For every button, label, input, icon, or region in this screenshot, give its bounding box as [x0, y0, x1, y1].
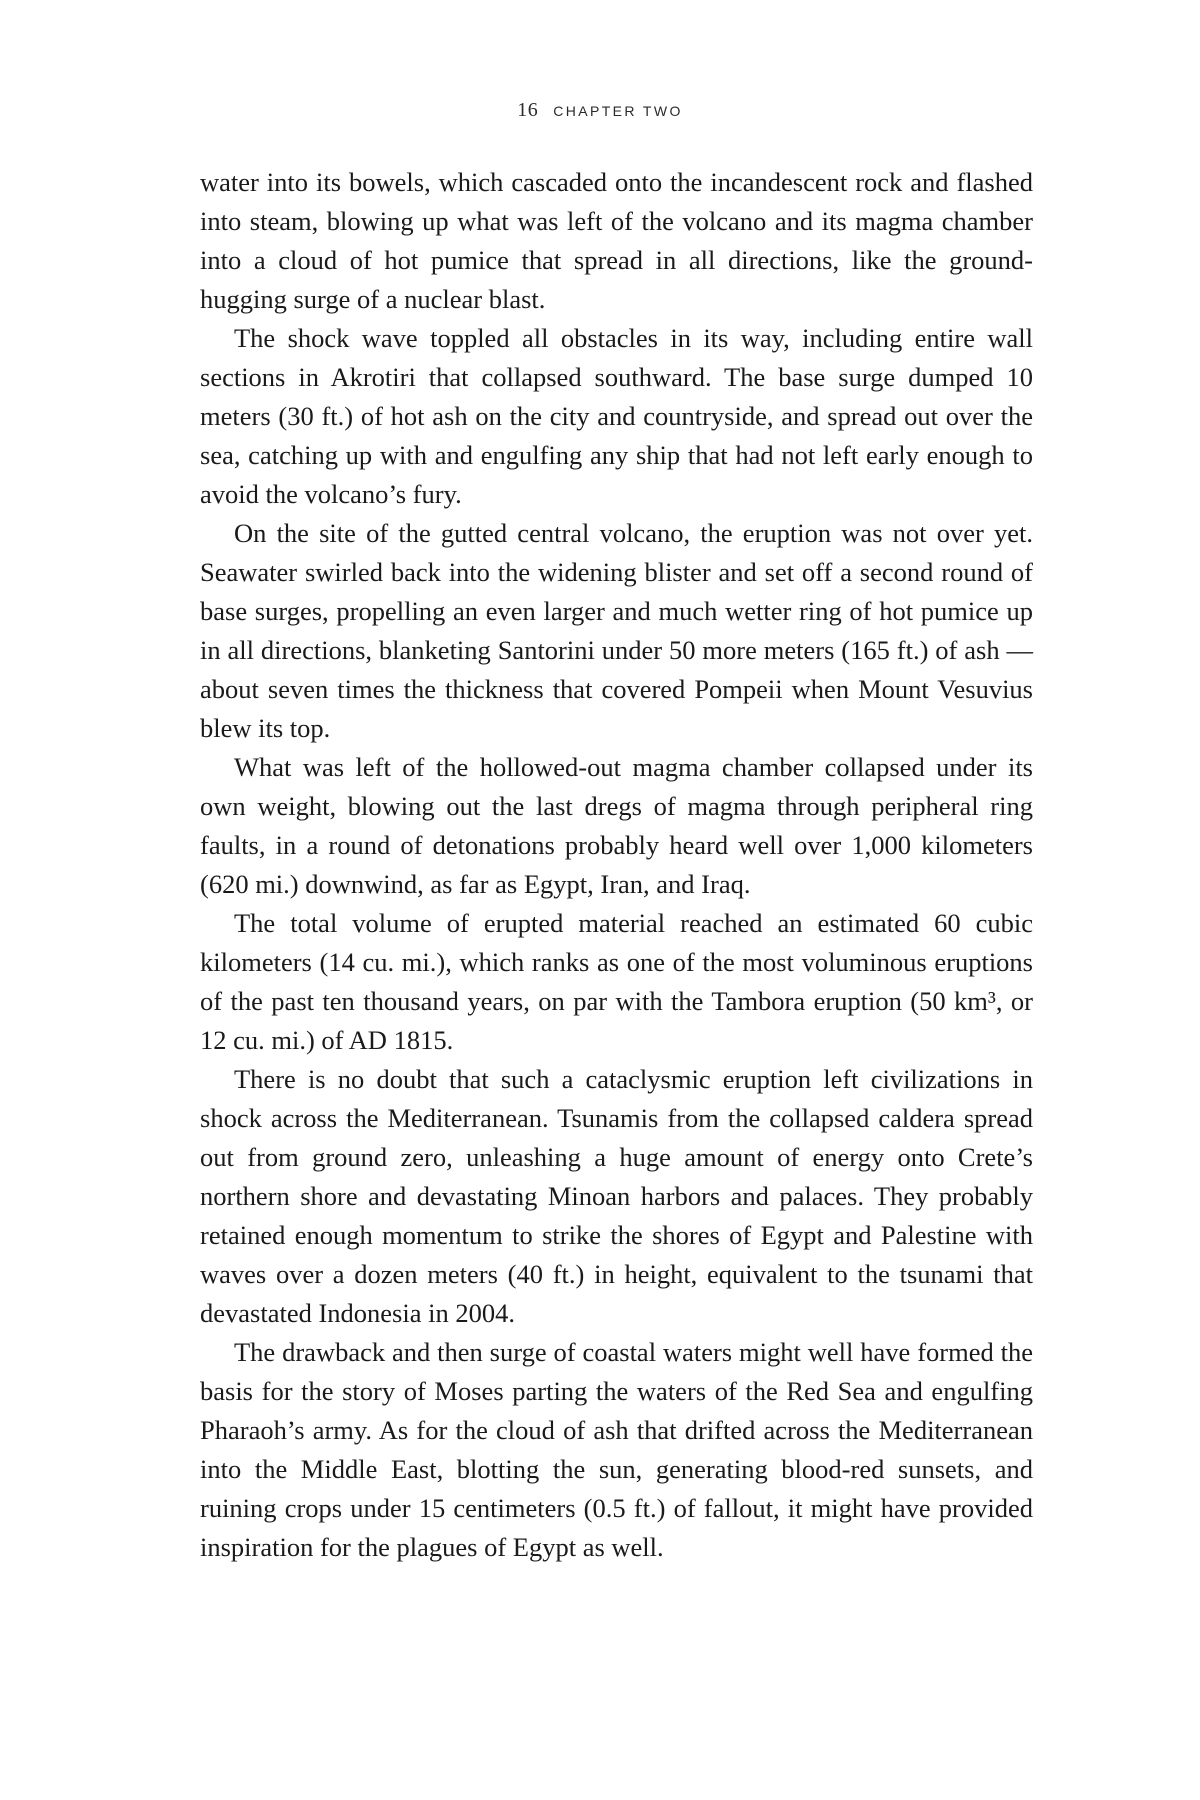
paragraph-5: The total volume of erupted material reached an estimated 60 cubic kilometers (14 cu. mi.), which ranks as one of the most voluminous eruptions of the past ten thousand years, on par with the Tambora eruption (50 km³, or 12 cu. mi.) of AD 1815.	[200, 908, 1033, 1055]
paragraph-7: The drawback and then surge of coastal waters might well have formed the basis for the story of Moses parting the waters of the Red Sea and engulfing Pharaoh’s army. As for the cloud of ash that drifted across the Mediterranean into the Middle East, blotting the sun, generating blood-red sunsets, and ruining crops under 15 centimeters (0.5 ft.) of fallout, it might have provided inspiration for the plagues of Egypt as well.	[200, 1337, 1033, 1562]
running-head	[0, 99, 1200, 122]
chapter-title: CHAPTER TWO	[553, 103, 683, 119]
paragraph-1: water into its bowels, which cascaded onto the incandescent rock and flashed into steam, blowing up what was left of the volcano and its magma chamber into a cloud of hot pumice that spread in all directions, like the ground-hugging surge of a nuclear blast.	[200, 167, 1033, 314]
paragraph-3: On the site of the gutted central volcano, the eruption was not over yet. Seawater swirled back into the widening blister and set off a second round of base surges, propelling an even larger and much wetter ring of hot pumice up in all directions, blanketing Santorini under 50 more meters (165 ft.) of ash — about seven times the thickness that covered Pompeii when Mount Vesuvius blew its top.	[200, 518, 1033, 743]
page-number: 16	[517, 99, 539, 121]
paragraph-4: What was left of the hollowed-out magma chamber collapsed under its own weight, blowing out the last dregs of magma through peripheral ring faults, in a round of detonations probably heard well over 1,000 kilometers (620 mi.) downwind, as far as Egypt, Iran, and Iraq.	[200, 752, 1033, 899]
body-text	[200, 163, 1033, 1567]
paragraph-2: The shock wave toppled all obstacles in its way, including entire wall sections in Akrotiri that collapsed southward. The base surge dumped 10 meters (30 ft.) of hot ash on the city and countryside, and spread out over the sea, catching up with and engulfing any ship that had not left early enough to avoid the volcano’s fury.	[200, 323, 1033, 509]
paragraph-6: There is no doubt that such a cataclysmic eruption left civilizations in shock across the Mediterranean. Tsunamis from the collapsed caldera spread out from ground zero, unleashing a huge amount of energy onto Crete’s northern shore and devastating Minoan harbors and palaces. They probably retained enough momentum to strike the shores of Egypt and Palestine with waves over a dozen meters (40 ft.) in height, equivalent to the tsunami that devastated Indonesia in 2004.	[200, 1064, 1033, 1328]
